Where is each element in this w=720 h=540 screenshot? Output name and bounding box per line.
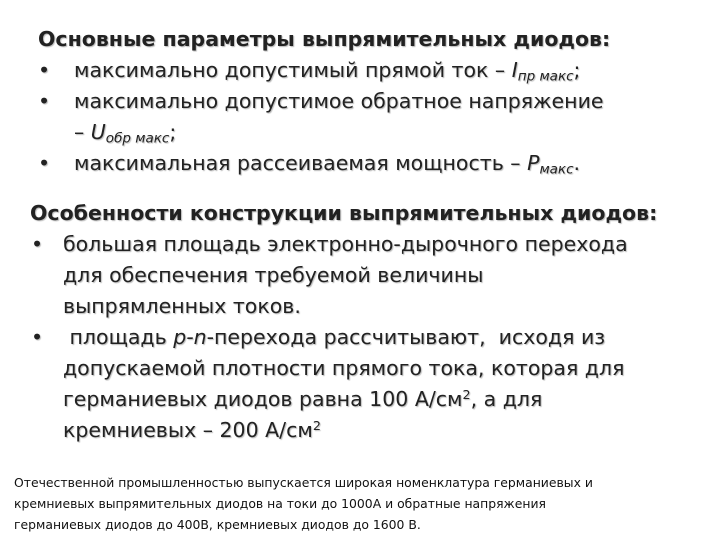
param-item-text: максимально допустимый прямой ток – [74,58,512,82]
design-item-line: большая площадь электронно-дырочного перехода [63,232,628,256]
param-item-prefix: – [74,120,91,144]
symbol-subscript: макс [539,161,574,178]
footnote [14,472,714,535]
param-item-forward-current [38,55,708,86]
symbol-subscript: пр макс [517,68,574,85]
symbol-p: P [527,151,540,175]
superscript: 2 [312,418,321,434]
bullet: • [31,232,44,256]
design-item-junction-area [30,229,710,322]
design-item-text: кремниевых – 200 А/см [63,418,313,442]
design-item-text: , а для [470,387,543,411]
param-item-tail: . [573,151,581,175]
bullet: • [38,151,51,175]
symbol-subscript: обр макс [105,130,170,147]
design-item-line: выпрямленных токов. [63,294,301,318]
params-heading: Основные параметры выпрямительных диодов: [38,27,611,51]
footnote-line: Отечественной промышленностью выпускается широкая номенклатура германиевых и [14,475,593,490]
design-item-text: -перехода рассчитывают, исходя из [206,325,606,349]
param-item-text: максимально допустимое обратное напряжение [74,89,604,113]
param-item-tail: ; [573,58,581,82]
footnote-line: германиевых диодов до 400В, кремниевых диодов до 1600 В. [14,517,421,532]
design-item-current-density [30,322,710,446]
symbol-u: U [90,120,106,144]
params-section [38,24,708,179]
design-heading: Особенности конструкции выпрямительных диодов: [30,201,658,225]
superscript: 2 [462,387,471,403]
bullet: • [38,58,51,82]
symbol-i: I [511,58,518,82]
design-item-line: допускаемой плотности прямого тока, которая для [63,356,625,380]
param-item-text: максимальная рассеиваемая мощность – [74,151,528,175]
param-item-power [38,148,708,179]
param-item-tail: ; [169,120,177,144]
bullet: • [31,325,44,349]
design-item-line: для обеспечения требуемой величины [63,263,484,287]
design-section [30,198,710,446]
junction-type: p-n [173,325,207,349]
param-item-reverse-voltage [38,86,708,148]
design-item-text: площадь [63,325,174,349]
bullet: • [38,89,51,113]
footnote-line: кремниевых выпрямительных диодов на токи до 1000А и обратные напряжения [14,496,546,511]
design-item-text: германиевых диодов равна 100 А/см [63,387,463,411]
